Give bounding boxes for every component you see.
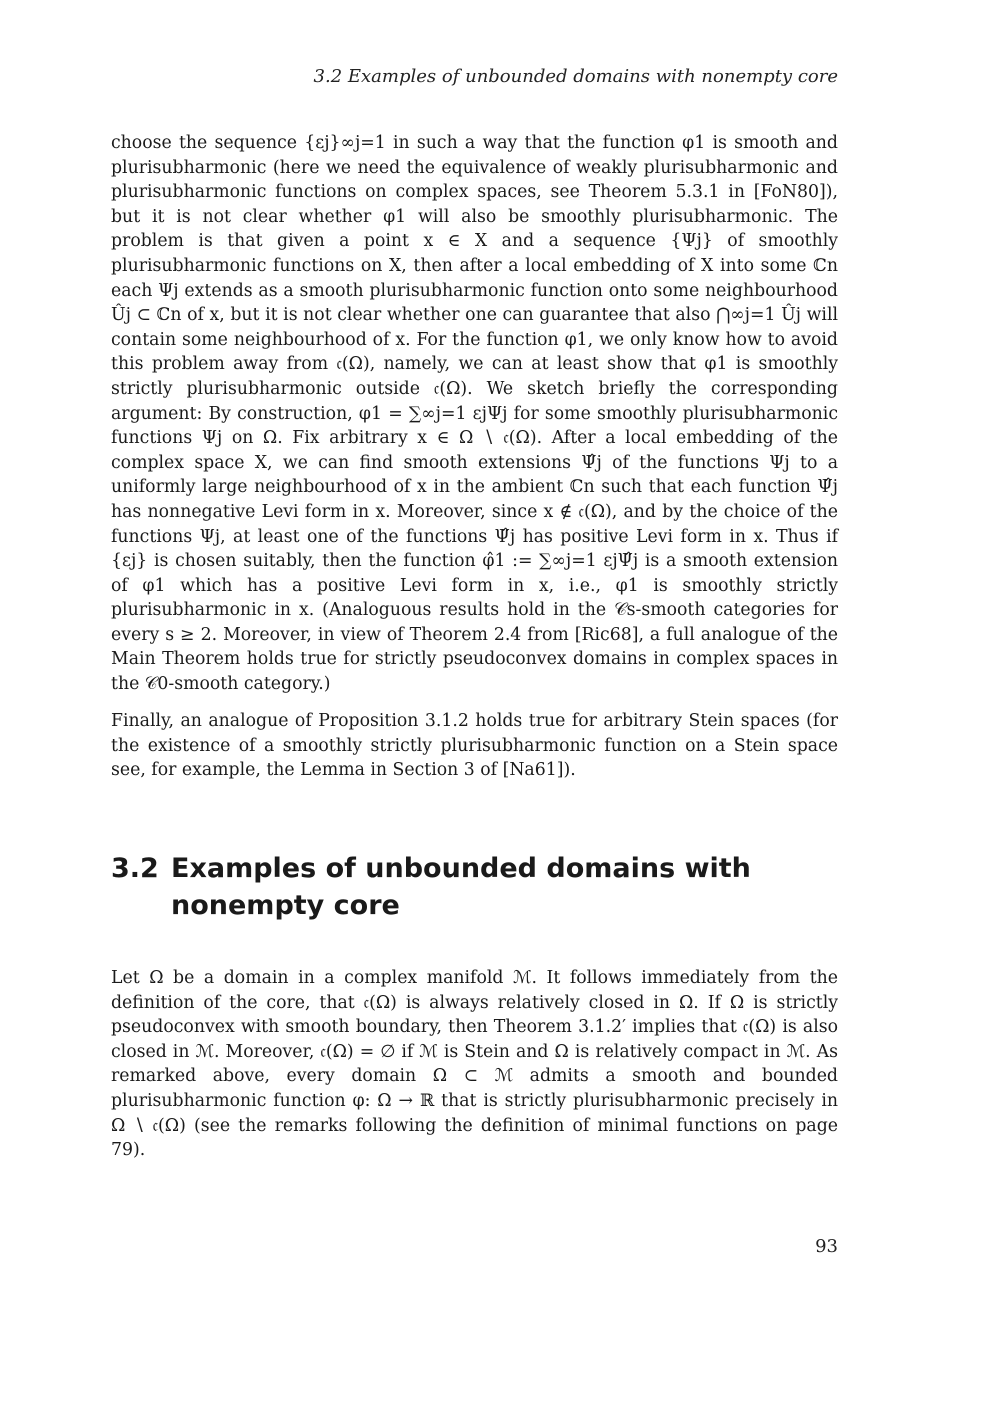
paragraph-text: Let Ω be a domain in a complex manifold ℳ. It follows immediately from the definition of the core, that 𝔠(Ω) is always relatively closed in Ω. If Ω is strictly pseudoconvex with smooth boundary, then Theorem 3.1.2′ implies that 𝔠(Ω) is also closed in ℳ. Moreover, 𝔠(Ω) = ∅ if ℳ is Stein and Ω is relatively compact in ℳ. As remarked above, every domain Ω ⊂ ℳ admits a smooth and bounded plurisubharmonic function φ: Ω → ℝ that is strictly plurisubharmonic precisely in Ω ∖ 𝔠(Ω) (see the remarks following the definition of minimal functions on page 79). <box>111 968 838 1161</box>
section-title: Examples of unbounded domains with nonempty core <box>171 853 751 921</box>
paragraph-stein-spaces <box>111 709 838 783</box>
paragraph-section-intro <box>111 966 838 1163</box>
paragraph-continuation <box>111 131 838 697</box>
paragraph-text: Finally, an analogue of Proposition 3.1.2 holds true for arbitrary Stein spaces (for the existence of a smoothly strictly plurisubharmonic function on a Stein space see, for example, the Lemma in Section 3 of [Na61]). <box>111 711 838 781</box>
page-number: 93 <box>815 1236 838 1257</box>
paragraph-text: choose the sequence {εj}∞j=1 in such a way that the function φ1 is smooth and plurisubharmonic (here we need the equivalence of weakly plurisubharmonic and plurisubharmonic functions on complex spaces, see Theorem 5.3.1 in [FoN80]), but it is not clear whether φ1 will also be smoothly plurisubharmonic. The problem is that given a point x ∈ X and a sequence {Ψj} of smoothly plurisubharmonic functions on X, then after a local embedding of X into some ℂn each Ψj extends as a smooth plurisubharmonic function onto some neighbourhood Ûj ⊂ ℂn of x, but it is not clear whether one can guarantee that also ⋂∞j=1 Ûj will contain some neighbourhood of x. For the function φ1, we only know how to avoid this problem away from 𝔠(Ω), namely, we can at least show that φ1 is smoothly strictly plurisubharmonic outside 𝔠(Ω). We sketch briefly the corresponding argument: By construction, φ1 = ∑∞j=1 εjΨj for some smoothly plurisubharmonic functions Ψj on Ω. Fix arbitrary x ∈ Ω ∖ 𝔠(Ω). After a local embedding of the complex space X, we can find smooth extensions Ψ̂j of the functions Ψj to a uniformly large neighbourhood of x in the ambient ℂn such that each function Ψ̂j has nonnegative Levi form in x. Moreover, since x ∉ 𝔠(Ω), and by the choice of the functions Ψj, at least one of the functions Ψ̂j has positive Levi form in x. Thus if {εj} is chosen suitably, then the function φ̂1 := ∑∞j=1 εjΨ̂j is a smooth extension of φ1 which has a positive Levi form in x, i.e., φ1 is smoothly strictly plurisubharmonic in x. (Analoguous results hold in the 𝒞s-smooth categories for every s ≥ 2. Moreover, in view of Theorem 2.4 from [Ric68], a full analogue of the Main Theorem holds true for strictly pseudoconvex domains in complex spaces in the 𝒞0-smooth category.) <box>111 133 838 695</box>
running-head: 3.2 Examples of unbounded domains with nonempty core <box>313 66 838 87</box>
section-heading <box>111 850 851 924</box>
section-number: 3.2 <box>111 853 159 884</box>
